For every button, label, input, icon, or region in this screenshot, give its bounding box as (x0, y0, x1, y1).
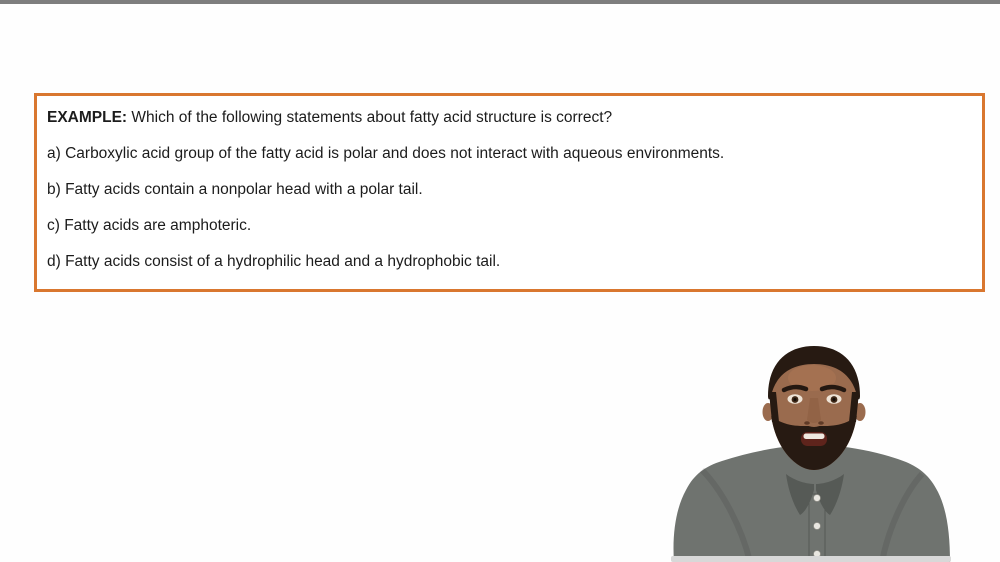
example-box (34, 93, 985, 292)
video-bottom-strip (671, 556, 951, 562)
question-line (47, 100, 968, 136)
left-nostril (804, 421, 810, 425)
top-bar (0, 0, 1000, 4)
option-b: b) Fatty acids contain a nonpolar head with a polar tail. (47, 181, 423, 198)
option-c: c) Fatty acids are amphoteric. (47, 217, 252, 234)
question-text: Which of the following statements about fatty acid structure is correct? (131, 109, 613, 126)
example-label: EXAMPLE: (47, 109, 128, 126)
option-d: d) Fatty acids consist of a hydrophilic head and a hydrophobic tail. (47, 253, 501, 270)
right-nostril (818, 421, 824, 425)
presenter-video-overlay (660, 338, 960, 562)
presenter-mouth (801, 432, 827, 446)
option-a: a) Carboxylic acid group of the fatty acid is polar and does not interact with aqueous environments. (47, 145, 725, 162)
